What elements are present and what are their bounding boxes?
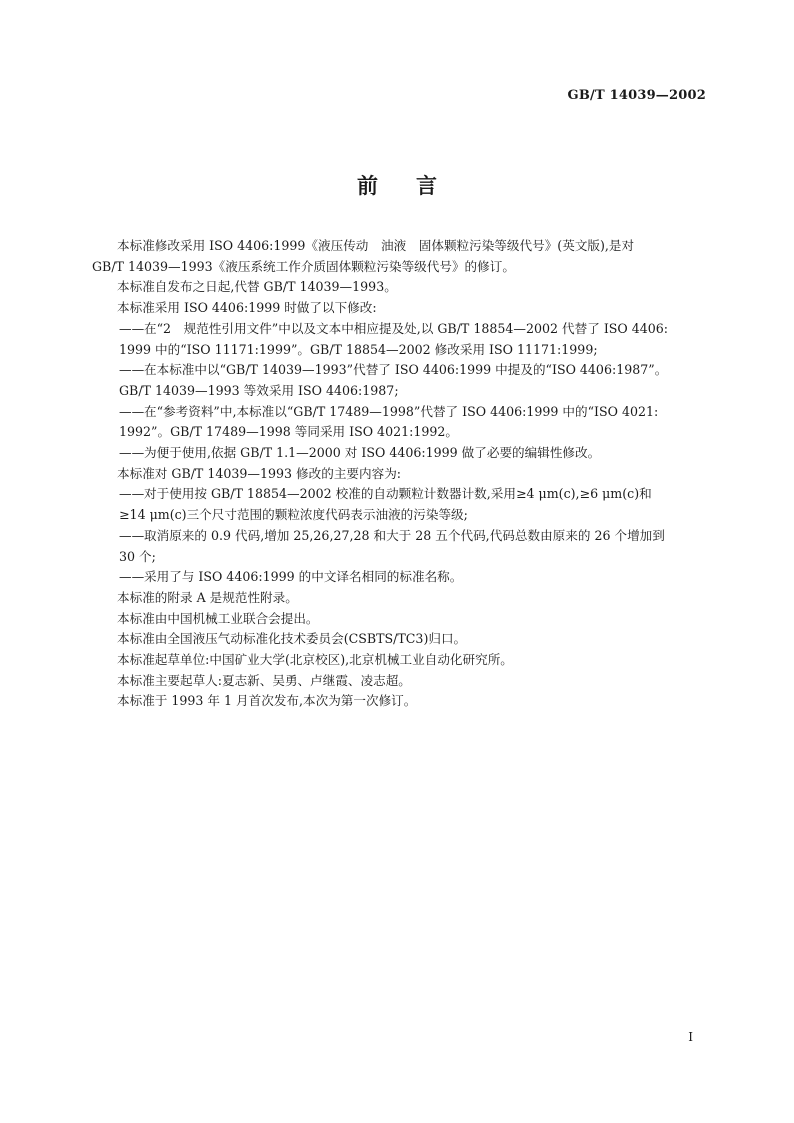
list-item-cont [92, 547, 708, 568]
list-item-cont [92, 381, 708, 402]
list-item-cont [92, 340, 708, 361]
title-char-1: 前 [357, 173, 378, 198]
dash-marker: —— [119, 569, 145, 585]
list-item-text: 在“2 规范性引用文件”中以及文本中相应提及处,以 GB/T 18854—2002 代替了 ISO 4406: [144, 320, 669, 336]
paragraph-drafters: 本标准主要起草人:夏志新、吴勇、卢继霞、凌志超。 [117, 672, 411, 688]
paragraph-proposed-by: 本标准由中国机械工业联合会提出。 [117, 610, 319, 626]
list-item-text-cont: 1992”。GB/T 17489—1998 等同采用 ISO 4021:1992。 [119, 424, 458, 440]
list-item-text: 取消原来的 0.9 代码,增加 25,26,27,28 和大于 28 五个代码,代码总数由原来的 26 个增加到 [144, 527, 665, 543]
list-item [92, 484, 708, 505]
dash-marker: —— [119, 527, 145, 543]
list-item-cont [92, 422, 708, 443]
paragraph-adoption [92, 236, 708, 257]
paragraph-drafting-units: 本标准起草单位:中国矿业大学(北京校区),北京机械工业自动化研究所。 [117, 652, 513, 668]
title-char-2: 言 [416, 173, 437, 198]
dash-marker: —— [119, 445, 145, 461]
dash-marker: —— [119, 320, 145, 336]
list-item-text: 在“参考资料”中,本标准以“GB/T 17489—1998”代替了 ISO 4406:1999 中的“ISO 4021: [144, 403, 659, 419]
list-item-text-cont: GB/T 14039—1993 等效采用 ISO 4406:1987; [119, 382, 399, 398]
list-item-cont [92, 505, 708, 526]
list-item-text: 采用了与 ISO 4406:1999 的中文译名相同的标准名称。 [144, 569, 463, 585]
paragraph-modifications-intro: 本标准采用 ISO 4406:1999 时做了以下修改: [117, 300, 377, 316]
paragraph-centralized-by: 本标准由全国液压气动标准化技术委员会(CSBTS/TC3)归口。 [117, 631, 467, 647]
dash-marker: —— [119, 486, 145, 502]
list-item [92, 360, 708, 381]
list-item [92, 443, 708, 464]
list-item-text: 为便于使用,依据 GB/T 1.1—2000 对 ISO 4406:1999 做了必要的编辑性修改。 [144, 445, 601, 461]
dash-marker: —— [119, 362, 145, 378]
list-item-text: 对于使用按 GB/T 18854—2002 校准的自动颗粒计数器计数,采用≥4 μm(c),≥6 μm(c)和 [144, 486, 652, 502]
paragraph-replaces: 本标准自发布之日起,代替 GB/T 14039—1993。 [117, 279, 397, 295]
standard-code: GB/T 14039—2002 [567, 88, 706, 103]
paragraph-main-changes-intro: 本标准对 GB/T 14039—1993 修改的主要内容为: [117, 465, 402, 481]
list-item-text-cont: ≥14 μm(c)三个尺寸范围的颗粒浓度代码表示油液的污染等级; [119, 507, 468, 523]
paragraph-annex: 本标准的附录 A 是规范性附录。 [117, 589, 298, 605]
dash-marker: —— [119, 403, 145, 419]
foreword-body [92, 236, 708, 712]
list-item-text: 在本标准中以“GB/T 14039—1993”代替了 ISO 4406:1999 中提及的“ISO 4406:1987”。 [144, 362, 668, 378]
list-item-text-cont: 1999 中的“ISO 11171:1999”。GB/T 18854—2002 修改采用 ISO 11171:1999; [119, 341, 598, 357]
page-title [0, 170, 794, 200]
paragraph-adoption-line-2: GB/T 14039—1993《液压系统工作介质固体颗粒污染等级代号》的修订。 [92, 258, 515, 274]
list-item [92, 402, 708, 423]
list-item [92, 526, 708, 547]
paragraph-adoption-cont [92, 257, 708, 278]
list-item [92, 319, 708, 340]
paragraph-history: 本标准于 1993 年 1 月首次发布,本次为第一次修订。 [117, 693, 417, 709]
page-number: I [688, 1030, 693, 1044]
paragraph-adoption-line-1: 本标准修改采用 ISO 4406:1999《液压传动 油液 固体颗粒污染等级代号》(英文版),是对 [117, 238, 635, 253]
list-item [92, 567, 708, 588]
list-item-text-cont: 30 个; [119, 548, 156, 564]
